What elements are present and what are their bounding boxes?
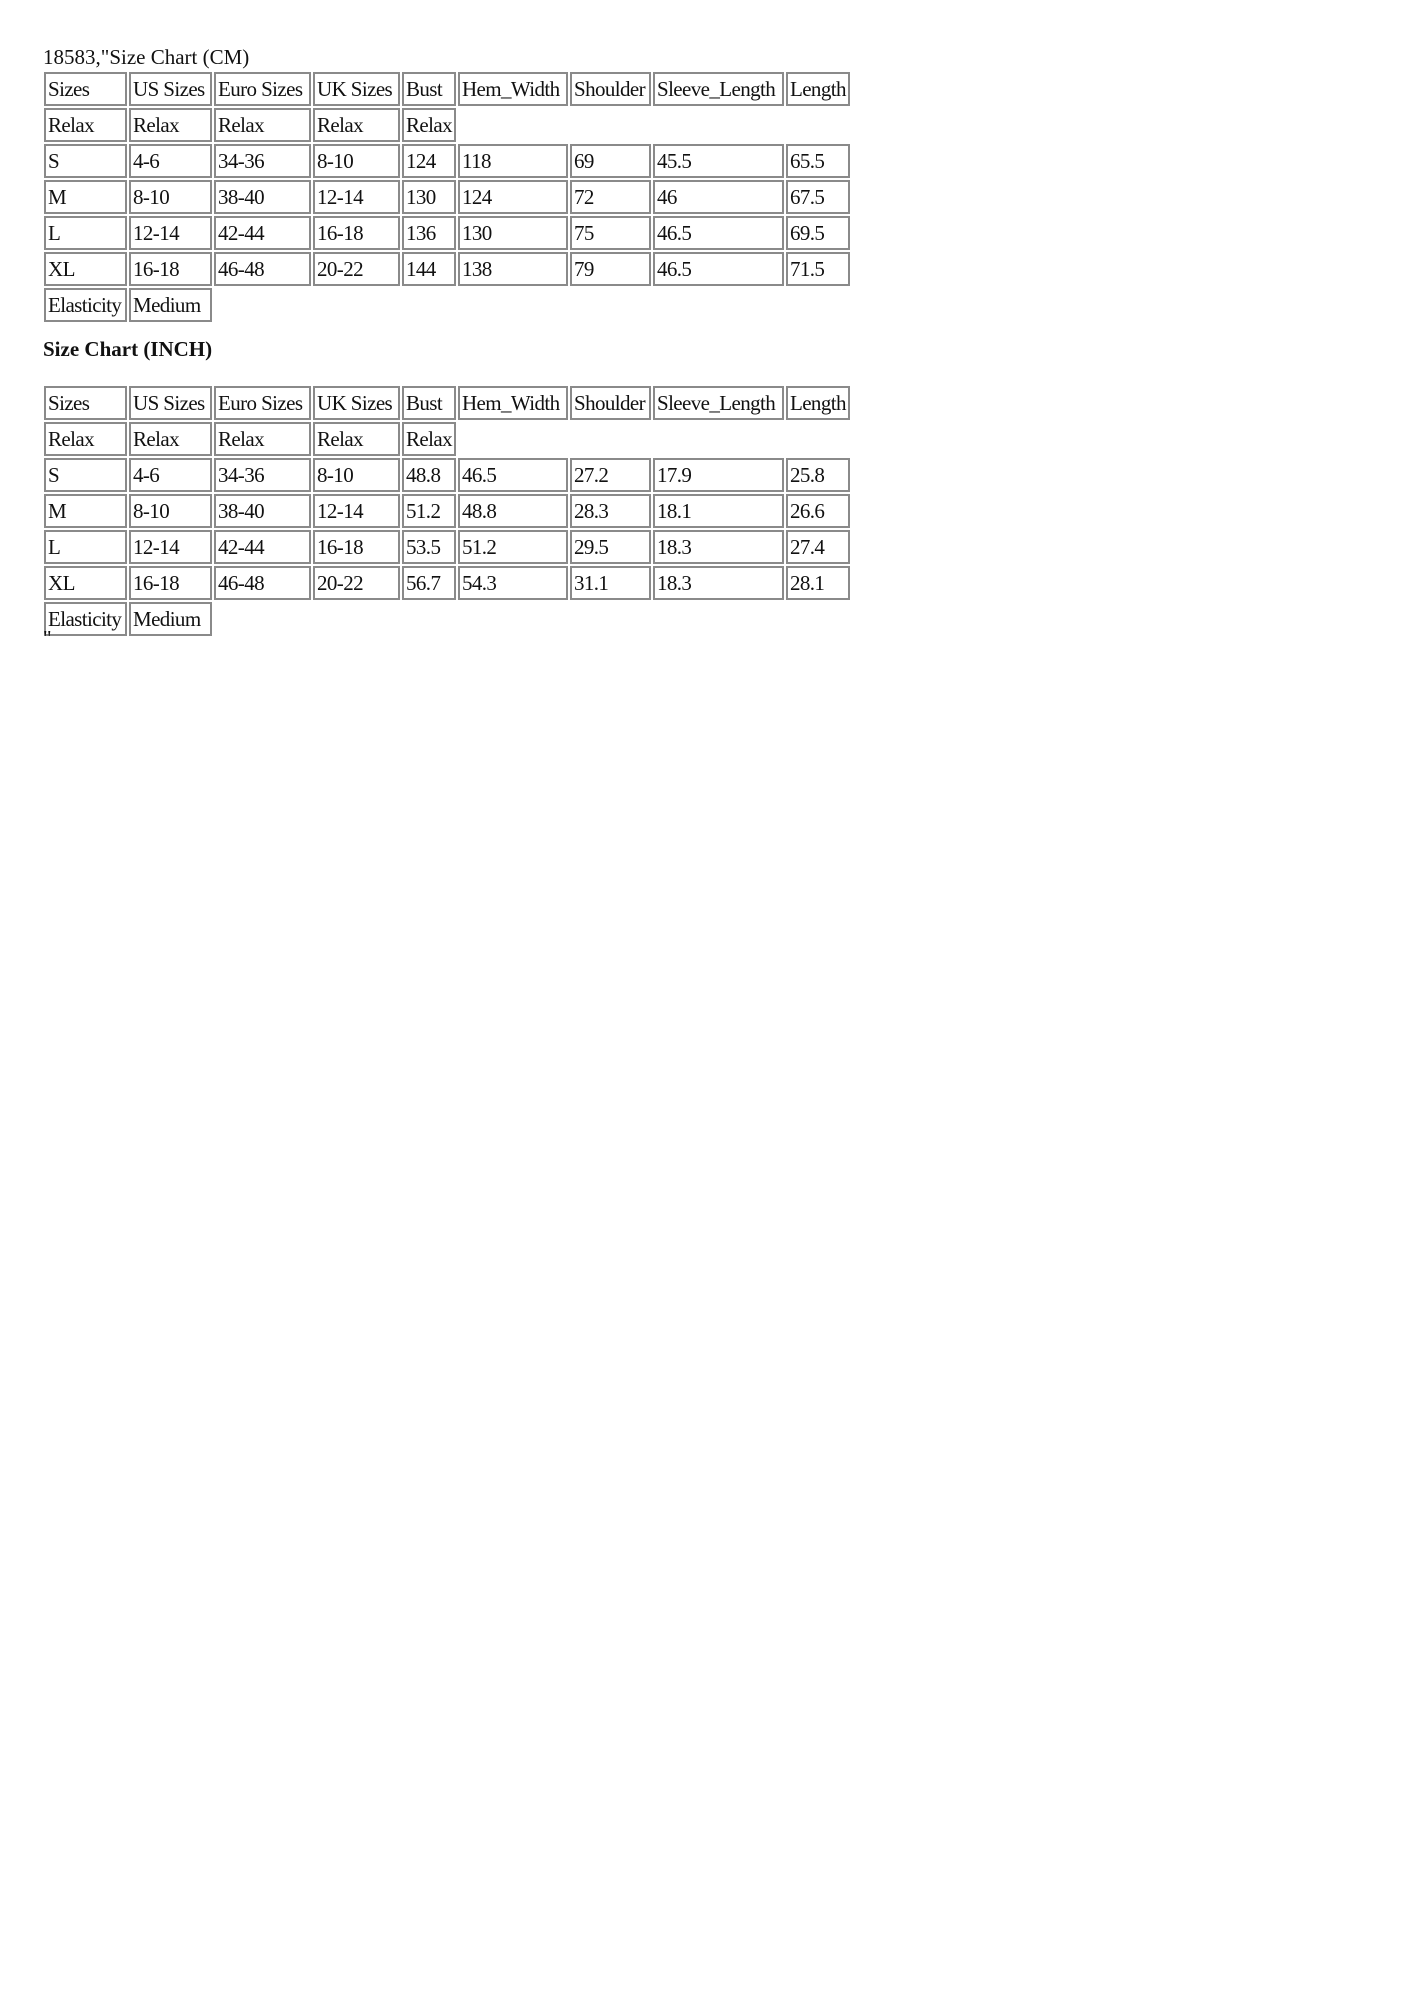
table-row-cell: 124 — [402, 144, 456, 178]
table-row-cell: 71.5 — [786, 252, 850, 286]
table-row-cell: 29.5 — [570, 530, 651, 564]
table-header-row-cell: US Sizes — [129, 72, 212, 106]
table-row-cell: 124 — [458, 180, 568, 214]
empty-cell — [313, 602, 400, 636]
empty-cell — [786, 108, 850, 142]
table-header-row-cell: Bust — [402, 386, 456, 420]
table-row — [44, 458, 850, 492]
fit-row-cell: Relax — [402, 422, 456, 456]
fit-row-cell: Relax — [313, 422, 400, 456]
table-row-cell: 28.1 — [786, 566, 850, 600]
table-row-cell: 4-6 — [129, 458, 212, 492]
table-header-row-cell: Length — [786, 72, 850, 106]
table-row — [44, 216, 850, 250]
table-header-row-cell: UK Sizes — [313, 72, 400, 106]
table-row-cell: 79 — [570, 252, 651, 286]
table-row-cell: 16-18 — [313, 530, 400, 564]
table-row-cell: 38-40 — [214, 494, 311, 528]
table-header-row — [44, 72, 850, 106]
fit-row-cell: Relax — [129, 108, 212, 142]
empty-cell — [458, 108, 568, 142]
table-row — [44, 530, 850, 564]
table-row-cell: 16-18 — [129, 566, 212, 600]
empty-cell — [786, 422, 850, 456]
table-row-cell: 53.5 — [402, 530, 456, 564]
table-header-row-cell: Euro Sizes — [214, 72, 311, 106]
table-row-cell: XL — [44, 566, 127, 600]
empty-cell — [458, 288, 568, 322]
table-row-cell: 46 — [653, 180, 784, 214]
fit-row — [44, 108, 850, 142]
empty-cell — [214, 288, 311, 322]
table-row-cell: 45.5 — [653, 144, 784, 178]
table-row-cell: 138 — [458, 252, 568, 286]
fit-row-cell: Relax — [402, 108, 456, 142]
table-header-row-cell: Euro Sizes — [214, 386, 311, 420]
fit-row-cell: Relax — [214, 422, 311, 456]
table-header-row-cell: Shoulder — [570, 386, 651, 420]
table-row-cell: M — [44, 494, 127, 528]
table-row-cell: 25.8 — [786, 458, 850, 492]
table-header-row-cell: UK Sizes — [313, 386, 400, 420]
table-row-cell: 12-14 — [129, 216, 212, 250]
empty-cell — [570, 422, 651, 456]
table-row-cell: 26.6 — [786, 494, 850, 528]
table-row-cell: 27.2 — [570, 458, 651, 492]
size-chart-inch-table — [42, 384, 852, 638]
table-row-cell: 16-18 — [129, 252, 212, 286]
table-row-cell: 48.8 — [458, 494, 568, 528]
table-row-cell: 4-6 — [129, 144, 212, 178]
table-header-row-cell: Hem_Width — [458, 386, 568, 420]
table-row-cell: 8-10 — [129, 494, 212, 528]
table-header-row-cell: Sleeve_Length — [653, 72, 784, 106]
table-row-cell: 38-40 — [214, 180, 311, 214]
elasticity-row-cell: Medium — [129, 288, 212, 322]
table-row-cell: 34-36 — [214, 144, 311, 178]
table-row-cell: 8-10 — [313, 458, 400, 492]
table-row-cell: 17.9 — [653, 458, 784, 492]
table-row-cell: S — [44, 458, 127, 492]
fit-row — [44, 422, 850, 456]
table-row-cell: 18.3 — [653, 566, 784, 600]
empty-cell — [570, 288, 651, 322]
table-row — [44, 494, 850, 528]
empty-cell — [402, 288, 456, 322]
empty-cell — [653, 108, 784, 142]
table-row-cell: 136 — [402, 216, 456, 250]
table-row-cell: 28.3 — [570, 494, 651, 528]
table-header-row-cell: Sleeve_Length — [653, 386, 784, 420]
table-row-cell: 65.5 — [786, 144, 850, 178]
table-row-cell: 69.5 — [786, 216, 850, 250]
table-row-cell: L — [44, 530, 127, 564]
empty-cell — [458, 602, 568, 636]
table-row-cell: 67.5 — [786, 180, 850, 214]
table-header-row-cell: US Sizes — [129, 386, 212, 420]
table-row-cell: 46.5 — [458, 458, 568, 492]
fit-row-cell: Relax — [44, 422, 127, 456]
table-row — [44, 566, 850, 600]
empty-cell — [653, 602, 784, 636]
table-row-cell: 12-14 — [313, 494, 400, 528]
table-row-cell: 20-22 — [313, 252, 400, 286]
table-row — [44, 180, 850, 214]
elasticity-row — [44, 288, 850, 322]
table-header-row-cell: Bust — [402, 72, 456, 106]
table-row-cell: 12-14 — [313, 180, 400, 214]
table-row-cell: S — [44, 144, 127, 178]
table-row-cell: 42-44 — [214, 216, 311, 250]
table-header-row-cell: Hem_Width — [458, 72, 568, 106]
empty-cell — [214, 602, 311, 636]
table-row-cell: 16-18 — [313, 216, 400, 250]
empty-cell — [313, 288, 400, 322]
size-chart-cm-title: 18583,"Size Chart (CM) — [43, 45, 250, 69]
fit-row-cell: Relax — [129, 422, 212, 456]
empty-cell — [458, 422, 568, 456]
table-row-cell: 34-36 — [214, 458, 311, 492]
table-row-cell: 51.2 — [458, 530, 568, 564]
table-row-cell: 130 — [458, 216, 568, 250]
fit-row-cell: Relax — [313, 108, 400, 142]
table-row-cell: 46-48 — [214, 252, 311, 286]
table-row-cell: 75 — [570, 216, 651, 250]
empty-cell — [786, 288, 850, 322]
elasticity-row-cell: Medium — [129, 602, 212, 636]
table-row-cell: 144 — [402, 252, 456, 286]
table-row-cell: 20-22 — [313, 566, 400, 600]
empty-cell — [653, 288, 784, 322]
table-row-cell: 48.8 — [402, 458, 456, 492]
empty-cell — [786, 602, 850, 636]
table-row-cell: 18.3 — [653, 530, 784, 564]
table-row-cell: 31.1 — [570, 566, 651, 600]
table-row — [44, 144, 850, 178]
table-row-cell: 69 — [570, 144, 651, 178]
elasticity-row-cell: Elasticity — [44, 288, 127, 322]
closing-quote-mark: " — [43, 626, 52, 650]
empty-cell — [653, 422, 784, 456]
table-row-cell: XL — [44, 252, 127, 286]
table-header-row — [44, 386, 850, 420]
table-row-cell: 8-10 — [313, 144, 400, 178]
empty-cell — [570, 108, 651, 142]
table-row-cell: 72 — [570, 180, 651, 214]
table-row-cell: 46.5 — [653, 252, 784, 286]
table-row-cell: 46-48 — [214, 566, 311, 600]
table-row-cell: 51.2 — [402, 494, 456, 528]
size-chart-cm-table — [42, 70, 852, 324]
table-row-cell: 54.3 — [458, 566, 568, 600]
table-row-cell: 46.5 — [653, 216, 784, 250]
elasticity-row — [44, 602, 850, 636]
table-header-row-cell: Sizes — [44, 72, 127, 106]
table-row-cell: M — [44, 180, 127, 214]
table-header-row-cell: Sizes — [44, 386, 127, 420]
table-row-cell: 130 — [402, 180, 456, 214]
table-row-cell: 18.1 — [653, 494, 784, 528]
table-header-row-cell: Shoulder — [570, 72, 651, 106]
table-row-cell: 56.7 — [402, 566, 456, 600]
table-row-cell: 8-10 — [129, 180, 212, 214]
table-row-cell: 118 — [458, 144, 568, 178]
table-row-cell: 27.4 — [786, 530, 850, 564]
table-row — [44, 252, 850, 286]
table-row-cell: 12-14 — [129, 530, 212, 564]
elasticity-row-cell: Elasticity — [44, 602, 127, 636]
fit-row-cell: Relax — [214, 108, 311, 142]
size-chart-inch-heading: Size Chart (INCH) — [43, 337, 213, 361]
empty-cell — [402, 602, 456, 636]
empty-cell — [570, 602, 651, 636]
table-row-cell: L — [44, 216, 127, 250]
table-header-row-cell: Length — [786, 386, 850, 420]
fit-row-cell: Relax — [44, 108, 127, 142]
table-row-cell: 42-44 — [214, 530, 311, 564]
